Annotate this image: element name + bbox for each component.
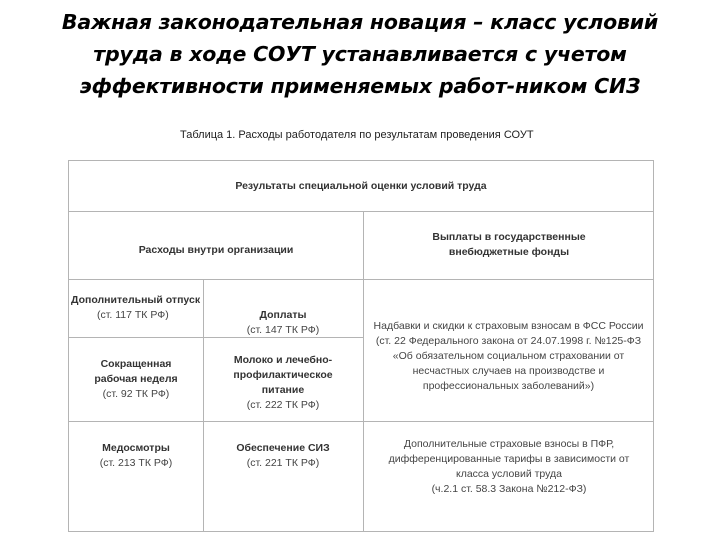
slide-title-line-1: Важная законодательная новация – класс условий: [61, 10, 659, 34]
header-external-text: Выплаты в государственные внебюджетные фонды: [432, 231, 586, 258]
header-internal-cell: [69, 221, 363, 279]
header-main-text: Результаты специальной оценки условий труда: [235, 179, 487, 192]
cell-ppe: [203, 421, 363, 531]
cell-additional-leave: [69, 279, 203, 337]
pfr-ref: (ч.2.1 ст. 58.3 Закона №212-ФЗ): [431, 483, 587, 495]
medical-ref: (ст. 213 ТК РФ): [99, 457, 173, 469]
surcharges-title: Доплаты: [259, 309, 307, 321]
short-week-ref: (ст. 92 ТК РФ): [102, 387, 170, 400]
additional-leave-title: Дополнительный отпуск: [71, 294, 201, 306]
ppe-ref: (ст. 221 ТК РФ): [246, 457, 320, 469]
pfr-text: Дополнительные страховые взносы в ПФР, дифференцированные тарифы в зависимости от класса условий труда: [388, 438, 630, 480]
expenses-table: [68, 160, 654, 532]
header-external-cell: [409, 211, 609, 279]
short-week-title: Сокращенная рабочая неделя: [94, 357, 178, 385]
slide-title-line-3: эффективности применяемых работ-ником СИЗ: [79, 74, 641, 98]
milk-ref: (ст. 222 ТК РФ): [246, 399, 320, 411]
slide-title-line-2: труда в ходе СОУТ устанавливается с учетом: [93, 42, 627, 66]
milk-title: Молоко и лечебно-профилактическое питание: [233, 354, 333, 396]
medical-title: Медосмотры: [102, 442, 170, 454]
additional-leave-ref: (ст. 117 ТК РФ): [97, 309, 169, 321]
header-main-cell: [69, 161, 653, 211]
cell-fss: [364, 311, 653, 401]
cell-short-week: [69, 337, 203, 421]
fss-text: Надбавки и скидки к страховым взносам в ФСС России (ст. 22 Федерального закона от 24.07.1998 г. №125-ФЗ «Об обязательном социальном страховании от несчастных случаев на производстве и профессиональных заболеваний»): [373, 319, 644, 392]
surcharges-ref: (ст. 147 ТК РФ): [246, 324, 320, 336]
ppe-title: Обеспечение СИЗ: [236, 442, 330, 454]
cell-pfr: [379, 423, 639, 511]
slide-title: [0, 6, 720, 102]
cell-milk: [203, 345, 363, 421]
header-internal-text: Расходы внутри организации: [138, 243, 294, 256]
table-caption: Таблица 1. Расходы работодателя по результатам проведения СОУТ: [180, 129, 534, 141]
cell-medical: [69, 421, 203, 531]
